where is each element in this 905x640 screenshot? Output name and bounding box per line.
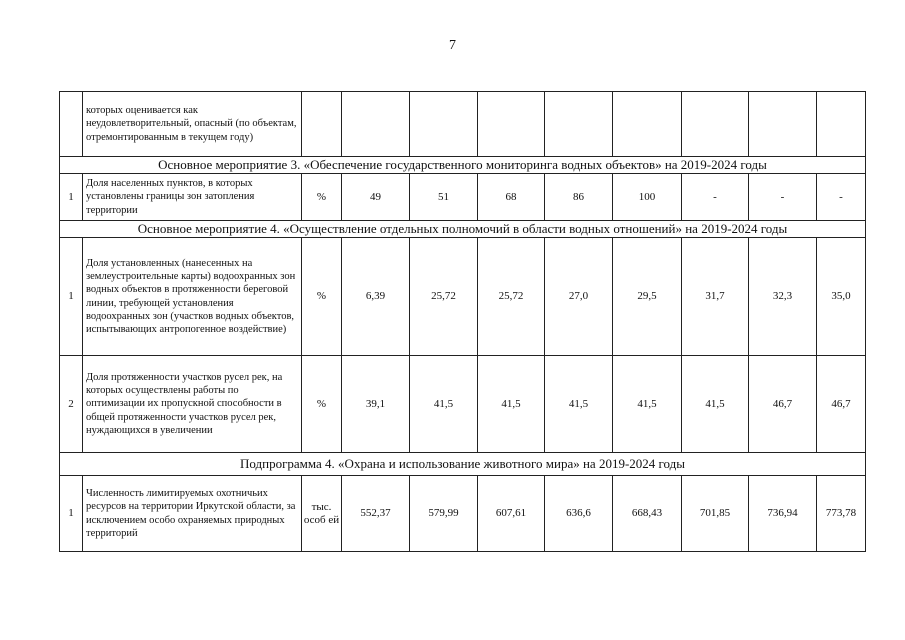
value-cell: 607,61: [478, 476, 545, 552]
value-cell: -: [749, 174, 817, 221]
table-row: [60, 356, 866, 453]
value-cell: 41,5: [478, 356, 545, 453]
indicator-name: Доля населенных пунктов, в которых установлены границы зон затопления территории: [83, 174, 302, 221]
indicators-table: [59, 91, 866, 552]
value-cell: 636,6: [545, 476, 613, 552]
indicator-name: Доля протяженности участков русел рек, на которых осуществлены работы по оптимизации их пропускной способности в общей протяженности участков русел рек, нуждающихся в увеличении: [83, 356, 302, 453]
unit-cell: %: [302, 356, 342, 453]
value-cell: 100: [613, 174, 682, 221]
row-number: [60, 92, 83, 157]
section-title: Основное мероприятие 4. «Осуществление отдельных полномочий в области водных отношений» на 2019-2024 годы: [60, 221, 866, 238]
value-cell: 32,3: [749, 238, 817, 356]
value-cell: 25,72: [478, 238, 545, 356]
value-cell: [682, 92, 749, 157]
value-cell: 552,37: [342, 476, 410, 552]
unit-cell: %: [302, 174, 342, 221]
value-cell: [342, 92, 410, 157]
value-cell: 579,99: [410, 476, 478, 552]
value-cell: [817, 92, 866, 157]
value-cell: 86: [545, 174, 613, 221]
value-cell: [478, 92, 545, 157]
value-cell: 773,78: [817, 476, 866, 552]
page-number: 7: [449, 38, 456, 53]
section-row: [60, 221, 866, 238]
section-title: Основное мероприятие 3. «Обеспечение государственного мониторинга водных объектов» на 2019-2024 годы: [60, 157, 866, 174]
unit-cell: %: [302, 238, 342, 356]
value-cell: 46,7: [817, 356, 866, 453]
value-cell: 31,7: [682, 238, 749, 356]
value-cell: 46,7: [749, 356, 817, 453]
row-number: 1: [60, 174, 83, 221]
value-cell: [613, 92, 682, 157]
value-cell: 41,5: [682, 356, 749, 453]
value-cell: 39,1: [342, 356, 410, 453]
row-number: 1: [60, 476, 83, 552]
value-cell: 68: [478, 174, 545, 221]
table-row: [60, 238, 866, 356]
value-cell: 25,72: [410, 238, 478, 356]
table-row: [60, 92, 866, 157]
unit-cell: тыс. особ ей: [302, 476, 342, 552]
value-cell: -: [817, 174, 866, 221]
value-cell: 41,5: [410, 356, 478, 453]
value-cell: [545, 92, 613, 157]
table-row: [60, 174, 866, 221]
value-cell: 41,5: [613, 356, 682, 453]
indicator-name: которых оценивается как неудовлетворительный, опасный (по объектам, отремонтированным в текущем году): [83, 92, 302, 157]
indicator-name: Численность лимитируемых охотничьих ресурсов на территории Иркутской области, за исключением особо охраняемых природных территорий: [83, 476, 302, 552]
row-number: 2: [60, 356, 83, 453]
value-cell: 701,85: [682, 476, 749, 552]
value-cell: 49: [342, 174, 410, 221]
indicator-name: Доля установленных (нанесенных на землеустроительные карты) водоохранных зон водных объектов в протяженности береговой линии, требующей установления водоохранных зон (участков водных объектов, испытывающих антропогенное воздействие): [83, 238, 302, 356]
value-cell: [410, 92, 478, 157]
section-title: Подпрограмма 4. «Охрана и использование животного мира» на 2019-2024 годы: [60, 453, 866, 476]
value-cell: 736,94: [749, 476, 817, 552]
value-cell: 51: [410, 174, 478, 221]
value-cell: [749, 92, 817, 157]
value-cell: 41,5: [545, 356, 613, 453]
table-row: [60, 476, 866, 552]
value-cell: 6,39: [342, 238, 410, 356]
section-row: [60, 453, 866, 476]
value-cell: 29,5: [613, 238, 682, 356]
value-cell: 35,0: [817, 238, 866, 356]
row-number: 1: [60, 238, 83, 356]
unit-cell: [302, 92, 342, 157]
value-cell: -: [682, 174, 749, 221]
value-cell: 27,0: [545, 238, 613, 356]
section-row: [60, 157, 866, 174]
value-cell: 668,43: [613, 476, 682, 552]
